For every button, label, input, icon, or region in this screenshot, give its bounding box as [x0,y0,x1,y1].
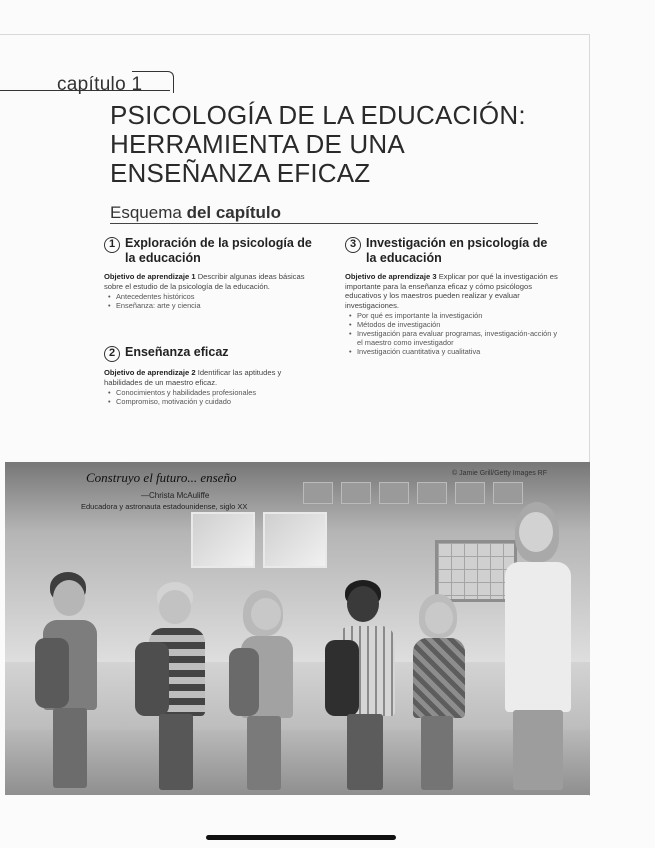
learning-objective [345,272,560,310]
classroom-photo [5,462,590,795]
outline-heading-light: Esquema [110,203,182,222]
photo-credit: © Jamie Grill/Getty Images RF [452,470,548,477]
photo-child [35,572,105,792]
outline-heading [110,203,281,223]
chapter-title [110,101,550,188]
photo-window [263,512,327,568]
photo-child [325,580,405,792]
outline-rule [110,223,538,224]
learning-objective [104,272,314,291]
objective-text: Describir algunas ideas básicas sobre el estudio de la psicología de la educación. [104,272,305,291]
home-indicator-bar[interactable] [206,835,396,840]
topic-item: • Conocimientos y habilidades profesionales [104,388,314,397]
photo-wall-poster [493,482,523,504]
objective-label: Objetivo de aprendizaje 2 [104,368,196,377]
quote-author-role: Educadora y astronauta estadounidense, siglo XX [81,502,248,511]
quote-author: —Christa McAuliffe [141,491,210,500]
objective-label: Objetivo de aprendizaje 3 [345,272,437,281]
photo-child [135,582,215,792]
topic-item: • Investigación cuantitativa y cualitativa [345,347,560,356]
chapter-label: capítulo 1 [57,74,143,95]
objective-text: Identificar las aptitudes y habilidades de un maestro eficaz. [104,368,282,387]
chapter-title-line: ENSEÑANZA EFICAZ [110,158,371,188]
outline-section-3 [345,236,560,356]
topic-list [104,388,314,406]
photo-wall-poster [303,482,333,504]
photo-child [225,590,305,790]
photo-quote: Construyo el futuro... enseño [86,470,237,485]
section-number-badge: 2 [104,346,120,362]
topic-list [104,292,314,310]
topic-item: • Por qué es importante la investigación [345,311,560,320]
topic-item: • Enseñanza: arte y ciencia [104,301,314,310]
section-title: Exploración de la psicología de la educación [125,236,312,265]
learning-objective [104,368,314,387]
photo-wall-poster [379,482,409,504]
section-title: Investigación en psicología de la educación [366,236,548,265]
topic-item: • Antecedentes históricos [104,292,314,301]
section-title: Enseñanza eficaz [125,345,229,359]
photo-wall-poster [341,482,371,504]
photo-child [405,594,475,790]
outline-section-1 [104,236,314,310]
photo-wall-poster [455,482,485,504]
chapter-title-line: HERRAMIENTA DE UNA [110,129,405,159]
photo-teacher [495,502,580,792]
topic-item: • Investigación para evaluar programas, investigación-acción y el maestro como investigador [345,329,560,347]
section-number-badge: 3 [345,237,361,253]
objective-label: Objetivo de aprendizaje 1 [104,272,196,281]
outline-heading-bold: del capítulo [186,203,282,222]
photo-wall-poster [417,482,447,504]
topic-list [345,311,560,356]
chapter-title-line: PSICOLOGÍA DE LA EDUCACIÓN: [110,100,526,130]
topic-item: • Métodos de investigación [345,320,560,329]
objective-text: Explicar por qué la investigación es importante para la enseñanza eficaz y cómo psicólogos educativos y los maestros pueden realizar y evaluar investigaciones. [345,272,558,310]
topic-item: • Compromiso, motivación y cuidado [104,397,314,406]
photo-window [191,512,255,568]
outline-section-2 [104,345,314,406]
section-number-badge: 1 [104,237,120,253]
page-border-top [0,34,590,35]
